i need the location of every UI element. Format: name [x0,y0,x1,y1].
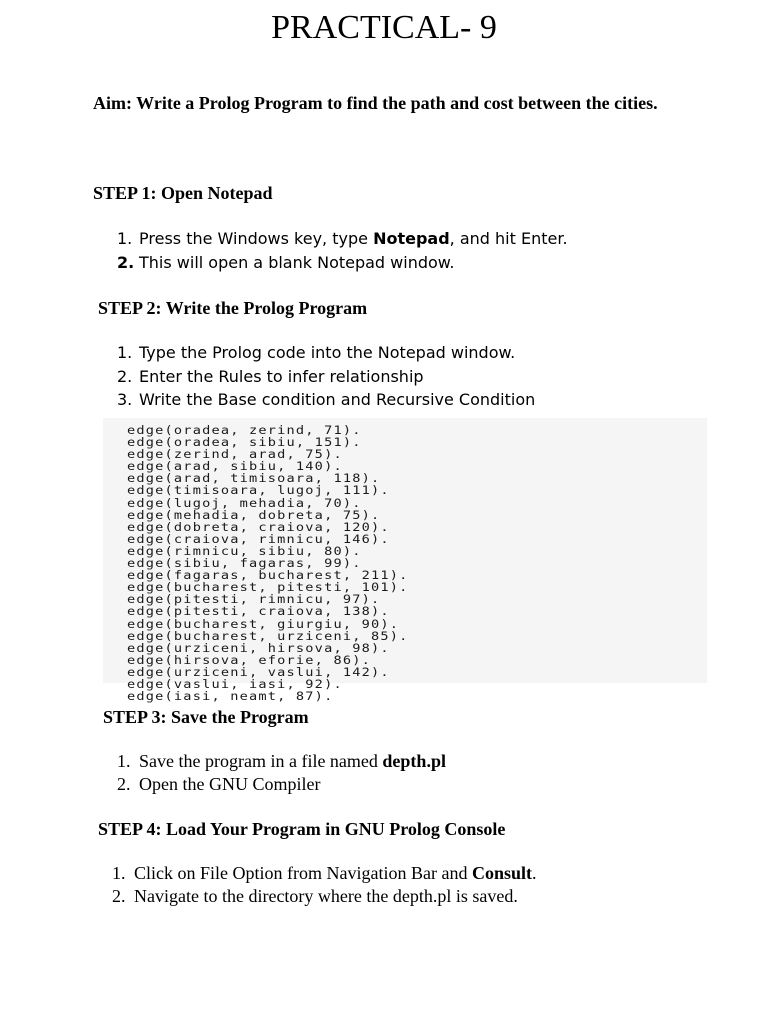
code-line: edge(urziceni, vaslui, 142). [127,666,390,680]
list-text: Click on File Option from Navigation Bar and [134,863,472,883]
list-item [117,388,535,412]
list-item [112,862,536,885]
step3-list [117,750,446,796]
code-line: edge(iasi, neamt, 87). [127,690,334,704]
code-line: edge(lugoj, mehadia, 70). [127,496,362,511]
code-line: edge(bucharest, urziceni, 85). [127,629,409,644]
step4-heading: STEP 4: Load Your Program in GNU Prolog Console [98,819,506,839]
list-bold-text: Consult [471,863,532,883]
list-text: Write the Base condition and Recursive Condition [139,390,536,409]
list-text: . [531,863,537,883]
code-line: edge(dobreta, craiova, 120). [127,521,390,535]
step3-heading: STEP 3: Save the Program [103,707,309,727]
page-title: PRACTICAL- 9 [271,9,497,46]
list-item [117,341,535,365]
list-bold-text: Notepad [373,229,450,248]
code-line: edge(pitesti, rimnicu, 97). [127,593,381,607]
code-line: edge(oradea, sibiu, 151). [127,436,362,450]
step2-list [117,341,535,412]
code-line: edge(craiova, rimnicu, 146). [127,533,390,547]
list-number: 2. [117,252,135,272]
code-line: edge(timisoara, lugoj, 111). [127,484,390,498]
step1-list [117,227,568,274]
code-screenshot [103,418,707,704]
list-number: 1. [117,343,133,362]
list-text: Enter the Rules to infer relationship [139,366,424,386]
list-item [117,251,568,275]
list-text: Open the GNU Compiler [139,774,321,794]
step2-heading: STEP 2: Write the Prolog Program [98,298,368,318]
list-text: Press the Windows key, type [139,229,374,248]
code-line: edge(arad, sibiu, 140). [127,460,343,474]
code-line: edge(fagaras, bucharest, 211). [127,569,409,583]
list-item [117,750,446,773]
list-number: 2. [112,886,126,906]
step4-list [112,862,536,908]
code-line: edge(bucharest, pitesti, 101). [127,581,409,595]
list-text: Navigate to the directory where the depth.pl is saved. [134,886,518,906]
list-text: Type the Prolog code into the Notepad window. [139,343,516,362]
list-item [112,885,536,908]
list-number: 2. [117,366,133,386]
code-line: edge(mehadia, dobreta, 75). [127,509,381,523]
list-bold-text: depth.pl [382,751,446,771]
step1-heading: STEP 1: Open Notepad [93,183,273,203]
code-line: edge(arad, timisoara, 118). [127,472,381,486]
code-line: edge(bucharest, giurgiu, 90). [127,617,400,631]
list-item [117,773,446,796]
list-item [117,227,568,251]
code-listing [127,426,409,704]
code-line: edge(vaslui, iasi, 92). [127,678,343,692]
list-number: 1. [112,863,126,883]
code-line: edge(urziceni, hirsova, 98). [127,642,390,656]
list-item [117,365,535,389]
code-line: edge(hirsova, eforie, 86). [127,654,371,668]
code-line: edge(sibiu, fagaras, 99). [127,557,362,571]
list-text: , and hit Enter. [449,229,568,248]
code-line: edge(zerind, arad, 75). [127,448,343,462]
list-number: 2. [117,774,131,794]
list-number: 1. [117,229,133,248]
aim-text: Aim: Write a Prolog Program to find the path and cost between the cities. [93,93,658,113]
list-text: Save the program in a file named [139,751,383,771]
list-text: This will open a blank Notepad window. [139,252,455,272]
code-line: edge(rimnicu, sibiu, 80). [127,545,362,559]
list-number: 1. [117,751,131,771]
code-line: edge(pitesti, craiova, 138). [127,605,390,619]
list-number: 3. [117,390,133,409]
code-line: edge(oradea, zerind, 71). [127,424,362,438]
